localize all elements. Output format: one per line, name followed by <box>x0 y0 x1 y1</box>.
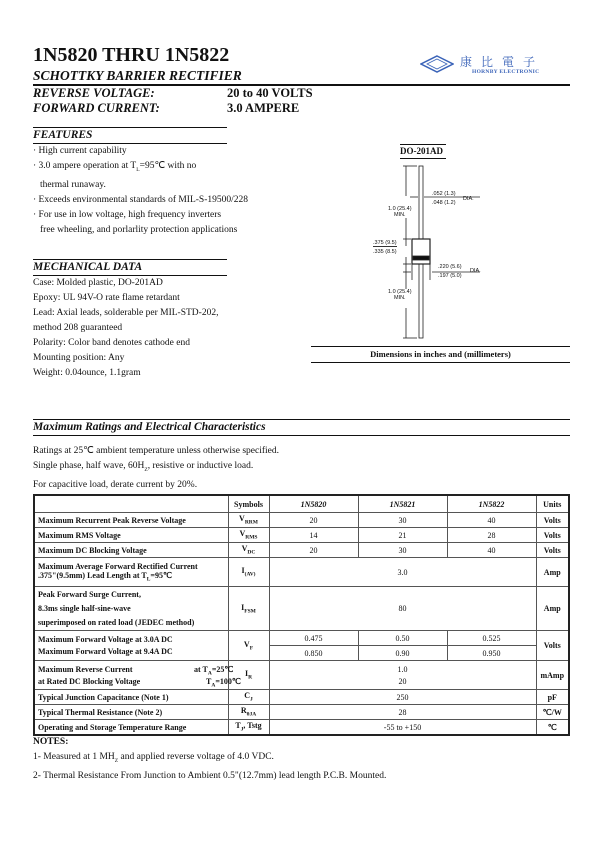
table-row: Maximum Recurrent Peak Reverse Voltage $V_{RRM}$ 20 30 40 Volts <box>34 513 569 528</box>
feature-item: · For use in low voltage, high frequency inverters <box>33 209 222 220</box>
logo-diamond-icon <box>420 55 454 73</box>
feature-item: free wheeling, and porlarlity protection applications <box>40 224 238 235</box>
ratings-intro <box>33 444 279 493</box>
lead-diameter-max: .052 (1.3) <box>432 191 456 197</box>
mechanical-item: Epoxy: UL 94V-O rate flame retardant <box>33 293 180 303</box>
ratings-table <box>33 494 570 736</box>
note-1: 1- Measured at 1 $MH_Z$ and applied reverse voltage of 4.0 VDC. <box>33 752 274 764</box>
ratings-note: Single phase, half wave, $60H_Z$, resistive or inductive load. <box>33 461 254 473</box>
header-1n5821: 1N5821 <box>358 495 447 513</box>
feature-item: · Exceeds environmental standards of MIL-S-19500/228 <box>33 194 249 205</box>
ratings-note: Ratings at 25℃ ambient temperature unless otherwise specified. <box>33 446 279 456</box>
package-bottom-rule <box>400 158 446 159</box>
table-row: Maximum Reverse Current at $T_A=25℃$ at Rated DC Blocking Voltage $T_A=100℃$ $I_R$ 1.0 20 mAmp <box>34 661 569 690</box>
forward-current-label: FORWARD CURRENT: <box>33 101 160 115</box>
body-dia-label: DIA. <box>470 268 481 274</box>
mechanical-top-rule <box>33 259 227 260</box>
body-length-min: .335 (8.5) <box>373 249 397 255</box>
caption-bottom-rule <box>311 362 570 363</box>
table-row: Typical Thermal Resistance (Note 2) $R_{\theta JA}$ 28 ℃/W <box>34 705 569 720</box>
page-title: 1N5820 THRU 1N5822 <box>33 44 230 66</box>
features-heading: FEATURES <box>33 129 93 141</box>
table-header-row <box>34 495 569 513</box>
lead-length-bottom-label: 1.0 (25.4) MIN. <box>388 289 412 301</box>
note-2: 2- Thermal Resistance From Junction to Ambient 0.5"(12.7mm) lead length P.C.B. Mounted. <box>33 770 387 781</box>
mechanical-item: Lead: Axial leads, solderable per MIL-STD-202, <box>33 308 219 318</box>
header-1n5820: 1N5820 <box>269 495 358 513</box>
ratings-note: For capacitive load, derate current by 20%. <box>33 479 198 490</box>
feature-item: thermal runaway. <box>40 179 106 190</box>
diagram-caption: Dimensions in inches and (millimeters) <box>370 349 511 359</box>
feature-item: · 3.0 ampere operation at $T_L=95℃$ with no <box>33 161 197 173</box>
ratings-heading: Maximum Ratings and Electrical Characteristics <box>33 421 266 433</box>
mechanical-item: Weight: 0.04ounce, 1.1gram <box>33 368 141 378</box>
body-diameter-max: .220 (5.6) <box>438 264 462 270</box>
table-row: Typical Junction Capacitance (Note 1) $C_J$ 250 pF <box>34 690 569 705</box>
company-logo <box>420 53 570 83</box>
table-row: 0.850 0.90 0.950 <box>34 646 569 661</box>
page-subtitle: SCHOTTKY BARRIER RECTIFIER <box>33 68 242 83</box>
do201ad-outline-drawing <box>300 160 560 340</box>
table-row: Operating and Storage Temperature Range $T_J$, Tstg -55 to +150 ℃ <box>34 720 569 736</box>
table-row: Maximum Forward Voltage at 3.0A DC Maximum Forward Voltage at 9.4A DC $V_F$ 0.475 0.50 0.525 Volts <box>34 631 569 646</box>
table-row: Maximum RMS Voltage $V_{RMS}$ 14 21 28 Volts <box>34 528 569 543</box>
logo-english-text: HORNBY ELECTRONIC <box>472 69 540 75</box>
mechanical-heading: MECHANICAL DATA <box>33 261 143 273</box>
notes-heading: NOTES: <box>33 737 69 747</box>
notes-list <box>33 750 386 784</box>
header-units: Units <box>536 495 569 513</box>
package-top-rule <box>400 144 446 145</box>
mechanical-item: Case: Molded plastic, DO-201AD <box>33 278 163 288</box>
caption-top-rule <box>311 346 570 347</box>
logo-chinese-text: 康比電子 <box>460 55 545 69</box>
features-list <box>33 144 248 238</box>
mechanical-item: Polarity: Color band denotes cathode end <box>33 338 190 348</box>
mechanical-item: Mounting position: Any <box>33 353 125 363</box>
ratings-bottom-rule <box>33 435 570 436</box>
table-row: Maximum Average Forward Rectified Current .375"(9.5mm) Lead Length at $T_L=95℃$ $I_{(AV)}$ 3.0 Amp <box>34 558 569 587</box>
table-row: Peak Forward Surge Current, 8.3ms single half-sine-wave superimposed on rated load (JEDEC method) $I_{FSM}$ 80 Amp <box>34 587 569 631</box>
feature-item: · High current capability <box>33 146 127 156</box>
mechanical-list <box>33 276 218 381</box>
table-row: Maximum DC Blocking Voltage $V_{DC}$ 20 30 40 Volts <box>34 543 569 558</box>
package-name: DO-201AD <box>400 146 443 156</box>
body-diameter-min: .197 (5.0) <box>438 273 462 279</box>
reverse-voltage-label: REVERSE VOLTAGE: <box>33 86 155 100</box>
body-length-max: .375 (9.5) <box>373 240 397 246</box>
header-symbols: Symbols <box>228 495 269 513</box>
header-1n5822: 1N5822 <box>447 495 536 513</box>
reverse-voltage-value: 20 to 40 VOLTS <box>227 86 313 100</box>
forward-current-value: 3.0 AMPERE <box>227 101 300 115</box>
ratings-top-rule <box>33 419 570 420</box>
mechanical-item: method 208 guaranteed <box>33 323 123 333</box>
features-top-rule <box>33 127 227 128</box>
lead-dia-label: DIA. <box>463 196 474 202</box>
lead-diameter-min: .048 (1.2) <box>432 200 456 206</box>
lead-length-top-label: 1.0 (25.4) MIN. <box>388 206 412 218</box>
